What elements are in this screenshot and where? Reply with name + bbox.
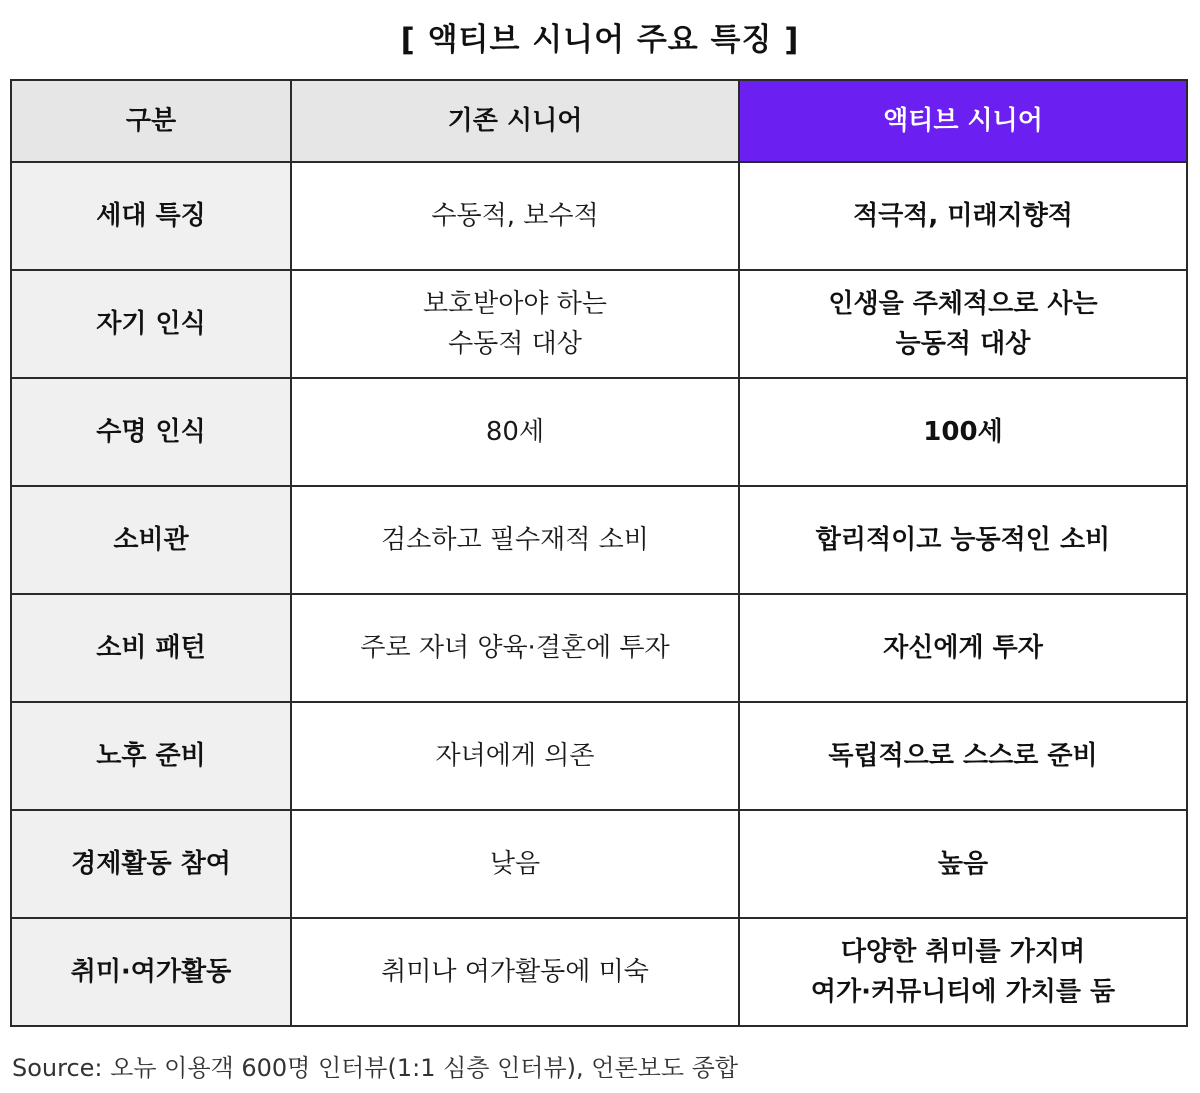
comparison-table xyxy=(10,79,1188,1027)
cell-text: 높음 xyxy=(937,849,989,879)
row-label: 경제활동 참여 xyxy=(11,810,291,918)
cell-text: 독립적으로 스스로 준비 xyxy=(828,741,1098,771)
cell-text: 여가·커뮤니티에 가치를 둠 xyxy=(810,977,1116,1007)
cell-text: 수동적 대상 xyxy=(448,329,582,359)
active-senior-cell xyxy=(739,378,1187,486)
existing-senior-cell xyxy=(291,810,739,918)
table-row xyxy=(11,270,1187,378)
cell-text: 수동적, 보수적 xyxy=(431,201,599,231)
table-row xyxy=(11,810,1187,918)
table-row xyxy=(11,594,1187,702)
active-senior-cell xyxy=(739,810,1187,918)
row-label: 자기 인식 xyxy=(11,270,291,378)
table-row xyxy=(11,162,1187,270)
row-label: 수명 인식 xyxy=(11,378,291,486)
cell-text: 낮음 xyxy=(489,849,541,879)
table-row xyxy=(11,378,1187,486)
cell-text: 보호받아야 하는 xyxy=(422,289,608,319)
active-senior-cell xyxy=(739,918,1187,1026)
existing-senior-cell xyxy=(291,162,739,270)
header-active-senior: 액티브 시니어 xyxy=(739,80,1187,162)
row-label: 소비관 xyxy=(11,486,291,594)
cell-text: 주로 자녀 양육·결혼에 투자 xyxy=(360,633,670,663)
cell-text: 능동적 대상 xyxy=(895,329,1031,359)
active-senior-cell xyxy=(739,702,1187,810)
existing-senior-cell xyxy=(291,918,739,1026)
active-senior-cell xyxy=(739,486,1187,594)
cell-text: 검소하고 필수재적 소비 xyxy=(381,525,649,555)
existing-senior-cell xyxy=(291,594,739,702)
table-body xyxy=(11,162,1187,1026)
existing-senior-cell xyxy=(291,486,739,594)
header-category: 구분 xyxy=(11,80,291,162)
active-senior-cell xyxy=(739,594,1187,702)
cell-text: 100세 xyxy=(923,417,1003,447)
table-row xyxy=(11,918,1187,1026)
cell-text: 자녀에게 의존 xyxy=(435,741,595,771)
cell-text: 인생을 주체적으로 사는 xyxy=(828,289,1098,319)
cell-text: 적극적, 미래지향적 xyxy=(853,201,1073,231)
cell-text: 합리적이고 능동적인 소비 xyxy=(815,525,1111,555)
cell-text: 취미나 여가활동에 미숙 xyxy=(381,957,649,987)
row-label: 취미·여가활동 xyxy=(11,918,291,1026)
existing-senior-cell xyxy=(291,378,739,486)
source-note: Source: 오뉴 이용객 600명 인터뷰(1:1 심층 인터뷰), 언론보도 종합 xyxy=(12,1054,739,1082)
header-existing-senior: 기존 시니어 xyxy=(291,80,739,162)
cell-text: 다양한 취미를 가지며 xyxy=(840,937,1086,967)
active-senior-cell xyxy=(739,270,1187,378)
cell-text: 80세 xyxy=(485,417,545,447)
row-label: 세대 특징 xyxy=(11,162,291,270)
row-label: 소비 패턴 xyxy=(11,594,291,702)
page-title: [ 액티브 시니어 주요 특징 ] xyxy=(400,22,800,58)
cell-text: 자신에게 투자 xyxy=(883,633,1043,663)
existing-senior-cell xyxy=(291,270,739,378)
active-senior-cell xyxy=(739,162,1187,270)
table-row xyxy=(11,486,1187,594)
table-header-row xyxy=(11,80,1187,162)
row-label: 노후 준비 xyxy=(11,702,291,810)
table-row xyxy=(11,702,1187,810)
existing-senior-cell xyxy=(291,702,739,810)
